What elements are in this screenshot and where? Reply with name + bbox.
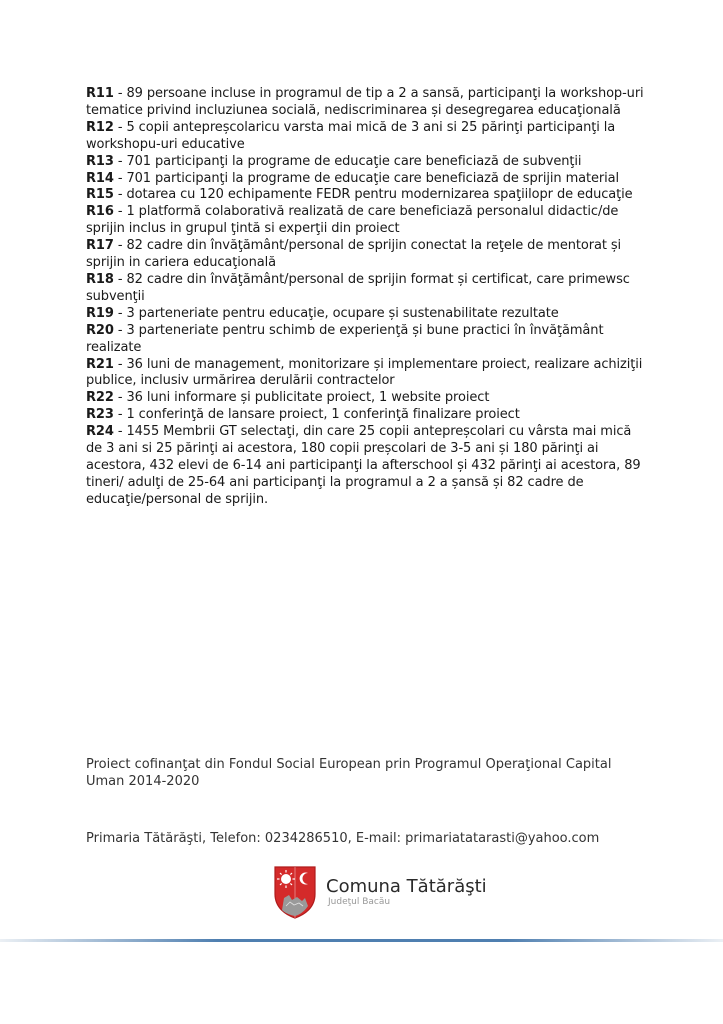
result-item [86,424,646,509]
result-code: R17 [86,238,114,254]
result-text: - 701 participanţi la programe de educaţie care beneficiază de sprijin material [113,170,620,186]
result-code: R13 [86,153,114,169]
result-code: R19 [86,305,114,321]
coat-of-arms-icon [272,864,318,920]
result-text: - 5 copii antepreșcolaricu varsta mai mică de 3 ani si 25 părinţi participanţi la workshopu-uri educative [86,119,616,152]
result-text: - 3 parteneriate pentru schimb de experienţă și bune practici în învăţământ realizate [86,322,604,355]
commune-logo [272,862,487,922]
result-item [86,187,646,204]
result-code: R11 [86,86,114,101]
result-item [86,306,646,323]
result-code: R20 [86,322,114,338]
contact-line: Primaria Tătărăşti, Telefon: 0234286510, E-mail: primariatatarasti@yahoo.com [86,831,600,846]
result-code: R22 [86,390,114,406]
footer-divider [0,939,723,942]
result-item [86,272,646,306]
result-text: - 36 luni de management, monitorizare și implementare proiect, realizare achiziţii publice, inclusiv urmărirea derulării contractelor [86,356,643,389]
result-text: - 36 luni informare și publicitate proiect, 1 website proiect [113,390,490,406]
result-item [86,357,646,391]
result-item [86,323,646,357]
results-list [86,86,646,509]
result-item [86,171,646,188]
result-item [86,204,646,238]
result-text: - 1 conferinţă de lansare proiect, 1 conferinţă finalizare proiect [113,407,520,423]
result-code: R18 [86,271,114,287]
result-code: R24 [86,424,114,440]
result-text: - dotarea cu 120 echipamente FEDR pentru modernizarea spaţiilopr de educaţie [113,187,633,203]
result-item [86,86,646,120]
result-item [86,407,646,424]
result-code: R16 [86,204,114,220]
result-code: R23 [86,407,114,423]
result-text: - 1 platformă colaborativă realizată de care beneficiază personalul didactic/de sprijin inclus in grupul ţintă si experţii din proiect [86,204,619,237]
result-text: - 3 parteneriate pentru educaţie, ocupare și sustenabilitate rezultate [113,305,559,321]
result-item [86,120,646,154]
result-item [86,238,646,272]
result-item [86,390,646,407]
result-item [86,154,646,171]
result-code: R14 [86,170,114,186]
result-code: R15 [86,187,114,203]
result-text: - 82 cadre din învăţământ/personal de sprijin format și certificat, care primewsc subvenţii [86,271,630,304]
logo-subtitle: Judeţul Bacău [328,896,391,907]
funding-note: Proiect cofinanţat din Fondul Social European prin Programul Operaţional Capital Uman 2014-2020 [86,757,612,789]
result-code: R21 [86,356,114,372]
logo-title: Comuna Tătărăşti [326,875,487,897]
logo-text [326,877,487,908]
result-text: - 89 persoane incluse in programul de tip a 2 a sansă, participanţi la workshop-uri tematice privind incluziunea socială, nediscriminarea și desegregarea educaţională [86,86,644,118]
result-text: - 701 participanţi la programe de educaţie care beneficiază de subvenţii [113,153,582,169]
result-text: - 1455 Membrii GT selectaţi, din care 25 copii antepreșcolari cu vârsta mai mică de 3 ani si 25 părinţi ai acestora, 180 copii preșcolari de 3-5 ani și 180 părinţi ai acestora, 432 elevi de 6-14 ani participanţi la afterschool și 432 părinţi ai acestora, 89 tineri/ adulţi de 25-64 ani participanţi la programul a 2 a șansă și 82 cadre de educaţie/personal de sprijin. [86,424,641,507]
result-text: - 82 cadre din învăţământ/personal de sprijin conectat la reţele de mentorat și sprijin in cariera educaţională [86,238,622,271]
result-code: R12 [86,119,114,135]
